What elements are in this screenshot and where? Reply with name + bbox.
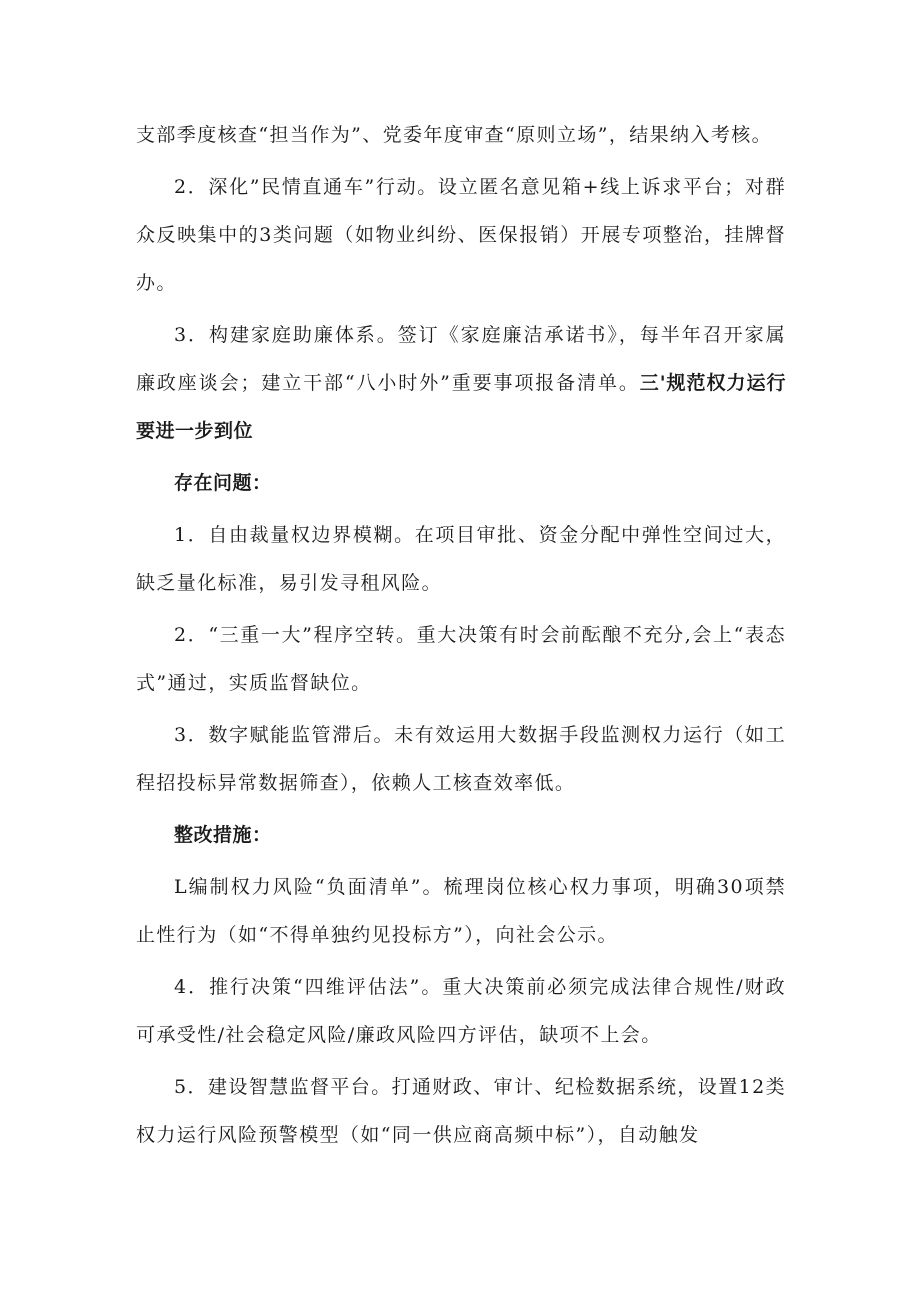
measure-1: L编制权力风险“负面清单”。梳理岗位核心权力事项，明确30项禁止性行为（如“不得单独约见投标方”），向社会公示。 [136, 876, 786, 946]
measure-4: 4．推行决策“四维评估法”。重大决策前必须完成法律合规性/财政可承受性/社会稳定风险/廉政风险四方评估，缺项不上会。 [136, 976, 786, 1046]
section-heading-3: 三'规范权力运行要进一步到位 [136, 372, 786, 442]
subheading-measures: 整改措施： [174, 824, 272, 846]
subheading-problems: 存在问题： [174, 472, 272, 494]
problem-2: 2．“三重一大”程序空转。重大决策有时会前酝酿不充分,会上“表态式”通过，实质监督缺位。 [136, 624, 786, 694]
problem-1: 1．自由裁量权边界模糊。在项目审批、资金分配中弹性空间过大，缺乏量化标准，易引发寻租风险。 [136, 524, 786, 594]
measure-5: 5．建设智慧监督平台。打通财政、审计、纪检数据系统，设置12类权力运行风险预警模型（如“同一供应商高频中标”），自动触发 [136, 1076, 786, 1146]
paragraph-item-3 [136, 311, 786, 455]
paragraph-item-2: 2．深化”民情直通车”行动。设立匿名意见箱+线上诉求平台；对群众反映集中的3类问题（如物业纠纷、医保报销）开展专项整治，挂牌督办。 [136, 176, 786, 294]
problem-3: 3．数字赋能监管滞后。未有效运用大数据手段监测权力运行（如工程招投标异常数据筛查），依赖人工核查效率低。 [136, 724, 786, 794]
document-body [136, 111, 786, 1159]
paragraph-assessment: 支部季度核查“担当作为”、党委年度审查“原则立场”，结果纳入考核。 [136, 124, 773, 146]
paragraph-item-3-text: 3．构建家庭助廉体系。签订《家庭廉洁承诺书》，每半年召开家属廉政座谈会；建立干部“八小时外”重要事项报备清单。 [136, 324, 786, 394]
